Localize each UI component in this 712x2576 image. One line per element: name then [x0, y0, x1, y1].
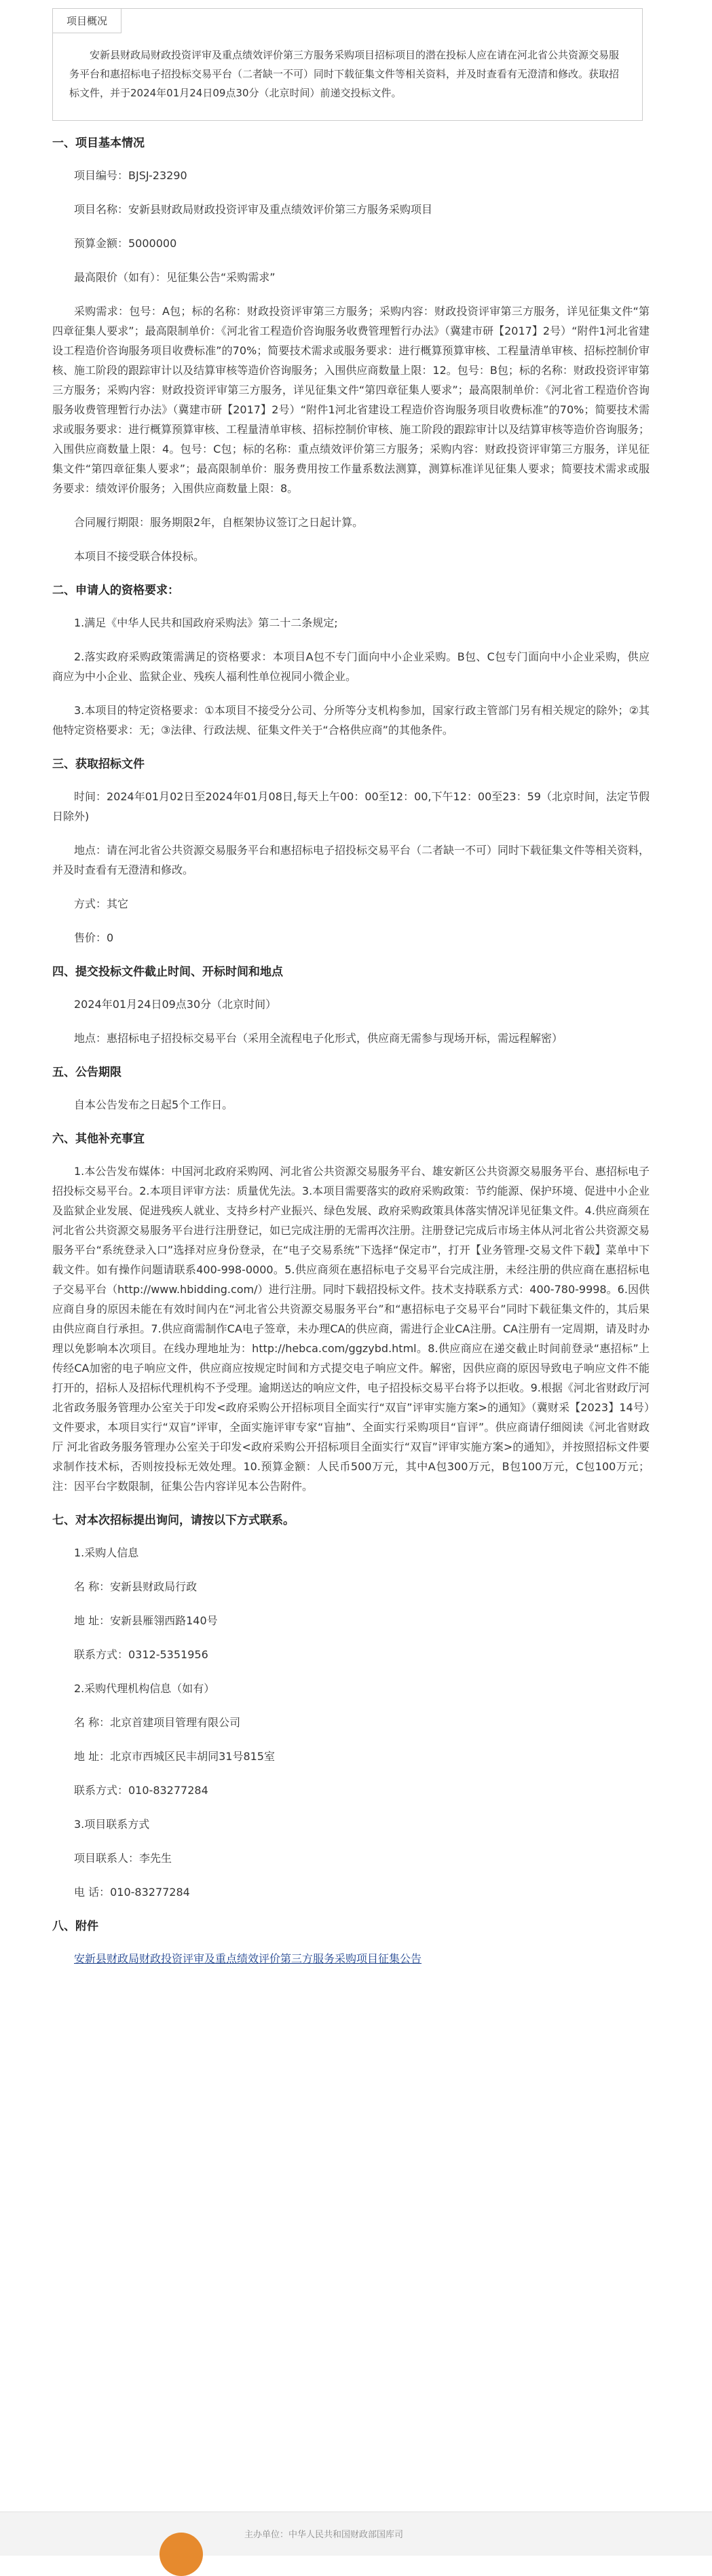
agent-phone: 联系方式：010-83277284 [74, 1784, 208, 1797]
budget-amount: 预算金额：5000000 [74, 237, 177, 250]
buyer-phone: 联系方式：0312-5351956 [74, 1648, 208, 1661]
project-name: 项目名称：安新县财政局财政投资评审及重点绩效评价第三方服务采购项目 [74, 203, 433, 216]
section-heading-contact: 七、对本次招标提出询问，请按以下方式联系。 [52, 1514, 295, 1527]
section-heading-basic-info: 一、项目基本情况 [52, 136, 145, 150]
project-overview-box [52, 8, 643, 121]
buyer-name: 名 称：安新县财政局行政 [74, 1580, 198, 1593]
consortium-note: 本项目不接受联合体投标。 [74, 550, 205, 563]
page-footer [0, 2512, 712, 2556]
obtain-time: 时间：2024年01月02日至2024年01月08日,每天上午00：00至12：00,下午12：00至23：59（北京时间，法定节假日除外) [52, 790, 650, 823]
section-heading-obtain-docs: 三、获取招标文件 [52, 758, 145, 771]
project-contact-phone: 电 话：010-83277284 [74, 1886, 190, 1899]
max-price: 最高限价（如有）：见征集公告“采购需求” [74, 271, 276, 284]
agent-address: 地 址：北京市西城区民丰胡同31号815室 [74, 1750, 275, 1763]
section-heading-deadline: 四、提交投标文件截止时间、开标时间和地点 [52, 965, 283, 979]
overview-title: 项目概况 [53, 9, 121, 33]
project-contact-title: 3.项目联系方式 [74, 1818, 150, 1831]
attachment-link[interactable]: 安新县财政局财政投资评审及重点绩效评价第三方服务采购项目征集公告 [74, 1952, 422, 1965]
contract-period: 合同履行期限：服务期限2年，自框架协议签订之日起计算。 [74, 516, 364, 529]
buyer-address: 地 址：安新县雁翎西路140号 [74, 1614, 218, 1627]
footer-logo [160, 2533, 203, 2576]
procurement-requirement: 采购需求：包号：A包；标的名称：财政投资评审第三方服务；采购内容：财政投资评审第三方服务，详见征集文件“第四章征集人要求”；最高限制单价：《河北省工程造价咨询服务收费管理暂行办法》（冀建市研【2017】2号）“附件1河北省建设工程造价咨询服务项目收费标准”的70%；简要技术需求或服务要求：进行概算预算审核、工程量清单审核、招标控制价审核、施工阶段的跟踪审计以及结算审核等造价咨询服务；入围供应商数量上限：12。包号：B包；标的名称：财政投资评审第三方服务；采购内容：财政投资评审第三方服务，详见征集文件“第四章征集人要求”；最高限制单价：《河北省工程造价咨询服务收费管理暂行办法》（冀建市研【2017】2号）“附件1河北省建设工程造价咨询服务项目收费标准”的70%；简要技术需求或服务要求：进行概算预算审核、工程量清单审核、招标控制价审核、施工阶段的跟踪审计以及结算审核等造价咨询服务；入围供应商数量上限：4。包号：C包；标的名称：重点绩效评价第三方服务；采购内容：财政投资评审第三方服务，详见征集文件“第四章征集人要求”；最高限制单价：服务费用按工作量系数法测算，测算标准详见征集人要求；简要技术需求或服务要求：绩效评价服务；入围供应商数量上限：8。 [52, 305, 650, 495]
obtain-method: 方式：其它 [74, 897, 129, 910]
attachment-row [52, 1949, 650, 1968]
announcement-content [52, 124, 650, 1983]
obtain-place: 地点：请在河北省公共资源交易服务平台和惠招标电子招投标交易平台（二者缺一不可）同时下载征集文件等相关资料，并及时查看有无澄清和修改。 [52, 844, 650, 876]
agent-name: 名 称：北京首建项目管理有限公司 [74, 1716, 241, 1729]
obtain-price: 售价：0 [74, 931, 114, 944]
section-heading-supplementary: 六、其他补充事宜 [52, 1132, 145, 1146]
agent-info-title: 2.采购代理机构信息（如有） [74, 1682, 215, 1695]
qualification-3: 3.本项目的特定资格要求：①本项目不接受分公司、分所等分支机构参加，国家行政主管部门另有相关规定的除外；②其他特定资格要求：无；③法律、行政法规、征集文件关于“合格供应商”的其他条件。 [52, 704, 650, 736]
project-contact-person: 项目联系人：李先生 [74, 1852, 172, 1865]
supplementary-text: 1.本公告发布媒体：中国河北政府采购网、河北省公共资源交易服务平台、雄安新区公共资源交易服务平台、惠招标电子招投标交易平台。2.本项目评审方法：质量优先法。3.本项目需要落实的政府采购政策：节约能源、保护环境、促进中小企业及监狱企业发展、促进残疾人就业、支持乡村产业振兴、绿色发展、政府采购政策具体落实情况详见征集文件。4.供应商须在河北省公共资源交易服务平台进行注册登记，如已完成注册的无需再次注册。注册登记完成后市场主体从河北省公共资源交易服务平台“系统登录入口”选择对应身份登录，在“电子交易系统”下选择“保定市”，打开【业务管理-交易文件下载】菜单中下载文件。如有操作问题请联系400-998-0000。5.供应商须在惠招标电子交易平台完成注册，未经注册的供应商在惠招标电子交易平台（http://www.hbidding.com/）进行注册。同时下载招投标文件。技术支持联系方式：400-780-9998。6.因供应商自身的原因未能在有效时间内在“河北省公共资源交易服务平台”和“惠招标电子交易平台”同时下载征集文件的，其后果由供应商自行承担。7.供应商需制作CA电子签章，未办理CA的供应商，需进行企业CA注册。CA注册有一定周期，请及时办理以免影响本次项目。在线办理地址为：http://hebca.com/ggzybd.html。8.供应商应在递交截止时间前登录“惠招标”上传经CA加密的电子响应文件，供应商应按规定时间和方式提交电子响应文件。解密，因供应商的原因导致电子响应文件不能打开的，招标人及招标代理机构不予受理。逾期送达的响应文件，电子招投标交易平台将予以拒收。9.根据《河北省财政厅河北省政务服务管理办公室关于印发<政府采购公开招标项目全面实行“双盲”评审实施方案>的通知》（冀财采【2023】14号）文件要求，本项目实行“双盲”评审，全面实施评审专家“盲抽”、全面实行采购项目“盲评”。供应商请仔细阅读《河北省财政厅 河北省政务服务管理办公室关于印发<政府采购公开招标项目全面实行“双盲”评审实施方案>的通知》，并按照招标文件要求制作技术标，否则按投标无效处理。10.预算金额：人民币500万元，其中A包300万元，B包100万元，C包100万元；注：因平台字数限制，征集公告内容详见本公告附件。 [52, 1165, 650, 1493]
footer-text: 主办单位：中华人民共和国财政部国库司 [244, 2530, 404, 2540]
deadline-time: 2024年01月24日09点30分（北京时间） [74, 998, 277, 1011]
qualification-1: 1.满足《中华人民共和国政府采购法》第二十二条规定; [74, 616, 338, 629]
section-heading-attachment: 八、附件 [52, 1920, 98, 1933]
project-code: 项目编号：BJSJ-23290 [74, 169, 187, 182]
overview-text: 安新县财政局财政投资评审及重点绩效评价第三方服务采购项目招标项目的潜在投标人应在请在河北省公共资源交易服务平台和惠招标电子招投标交易平台（二者缺一不可）同时下载征集文件等相关资料，并及时查看有无澄清和修改。获取招标文件，并于2024年01月24日09点30分（北京时间）前递交投标文件。 [69, 49, 620, 99]
notice-period-text: 自本公告发布之日起5个工作日。 [74, 1098, 233, 1111]
qualification-2: 2.落实政府采购政策需满足的资格要求：本项目A包不专门面向中小企业采购。B包、C包专门面向中小企业采购，供应商应为中小企业、监狱企业、残疾人福利性单位视同小微企业。 [52, 650, 650, 683]
deadline-place: 地点：惠招标电子招投标交易平台（采用全流程电子化形式，供应商无需参与现场开标，需远程解密） [74, 1032, 563, 1045]
buyer-info-title: 1.采购人信息 [74, 1546, 139, 1559]
section-heading-notice-period: 五、公告期限 [52, 1066, 121, 1079]
section-heading-qualification: 二、申请人的资格要求： [52, 584, 179, 597]
